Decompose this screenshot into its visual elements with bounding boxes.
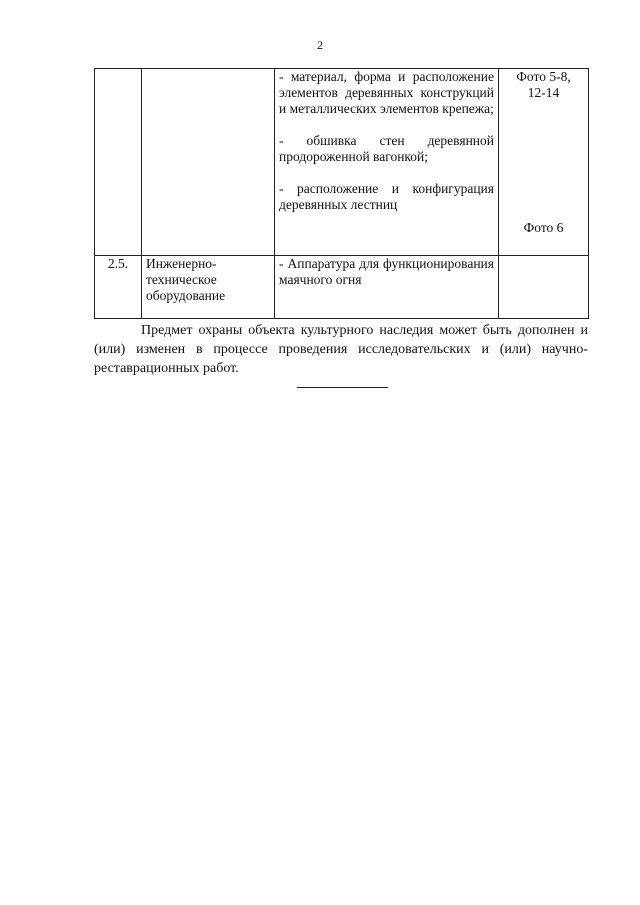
protection-subject-note: Предмет охраны объекта культурного наследия может быть дополнен и (или) изменен в процессе проведения исследовательских и (или) научно-реставрационных работ. <box>94 323 588 376</box>
description-item: - материал, форма и расположение элементов деревянных конструкций и металлических элементов крепежа; <box>279 69 494 116</box>
row-photo-cell <box>499 69 589 256</box>
row-name-cell <box>142 69 275 256</box>
row-number-cell: 2.5. <box>95 256 142 319</box>
description-item: - расположение и конфигурация деревянных лестниц <box>279 181 494 212</box>
row-description-cell <box>275 256 499 319</box>
photo-reference: Фото 6 <box>523 220 564 235</box>
photo-reference: Фото 5-8, 12-14 <box>516 69 571 100</box>
description-item: - обшивка стен деревянной продороженной вагонкой; <box>279 133 494 164</box>
row-number-cell <box>95 69 142 256</box>
separator-line <box>297 387 388 388</box>
page-number: 2 <box>317 38 323 52</box>
table-row <box>95 256 589 319</box>
row-name-cell: Инженерно-техническое оборудование <box>142 256 275 319</box>
description-item: - Аппаратура для функционирования маячного огня <box>279 256 494 287</box>
table-row <box>95 69 589 256</box>
row-photo-cell <box>499 256 589 319</box>
protection-subject-table <box>94 68 589 319</box>
row-description-cell <box>275 69 499 256</box>
